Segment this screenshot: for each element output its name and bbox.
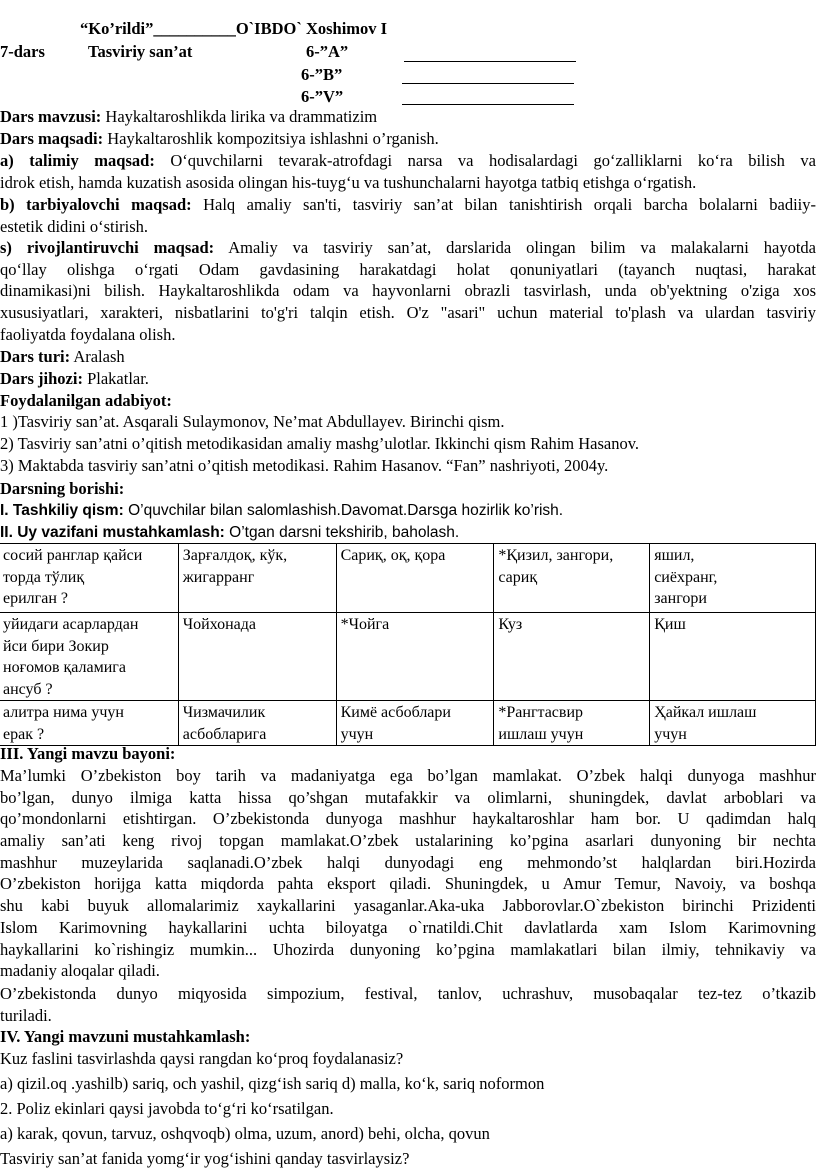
- lesson-goal-label: Dars maqsadi:: [0, 129, 104, 148]
- question-cell: сосий ранглар қайси торда тўлиқ ерилган ?: [0, 544, 178, 613]
- educational-goal-line: idrok etish, hamda kuzatish asosida olingan his-tuyg‘u va tushunchalarni hayotga tatbiq etishga o‘rgatish.: [0, 172, 697, 192]
- paragraph-line: madaniy aloqalar qiladi.: [0, 961, 160, 981]
- events-paragraph: [0, 983, 816, 1026]
- developmental-goal-line: qo‘llay olishga o‘rgati Odam gavdasining harakatdagi holat qonuniyatlari (tayanch nuqtasi, harakat: [0, 259, 816, 279]
- step-homework-label: II. Uy vazifani mustahkamlash:: [0, 524, 225, 541]
- answer-cell: Кимё асбоблари учун: [336, 701, 494, 746]
- answer-cell: *Чойга: [336, 613, 494, 701]
- answer-cell: Зарғалдоқ, кўк, жигарранг: [178, 544, 336, 613]
- step-organization-label: I. Tashkiliy qism:: [0, 502, 124, 519]
- lesson-type: [0, 346, 125, 368]
- developmental-goal-line: dinamikasi)ni bilish. Haykaltaroshlikda odam va hayvonlarni obrazli tasvirlash, unda ob'yektning o'ziga xos: [0, 281, 816, 301]
- answer-cell: *Рангтасвир ишлаш учун: [494, 701, 650, 746]
- paragraph-line: mashhur muzeylarida saqlanadi.O’zbek halqi dunyodagi eng mehmondo’st halqlardan biri.Hozirda: [0, 852, 816, 872]
- developmental-goal-label: s) rivojlantiruvchi maqsad:: [0, 238, 215, 257]
- lesson-topic: [0, 106, 377, 128]
- developmental-goal-line: Amaliy va tasviriy san’at, darslarida olingan bilim va malakalarni hayotda: [214, 238, 816, 257]
- answer-cell: Чизмачилик асбобларига: [178, 701, 336, 746]
- lesson-topic-label: Dars mavzusi:: [0, 107, 102, 126]
- answer-cell: Ҳайкал ишлаш учун: [650, 701, 816, 746]
- answer-cell: *Қизил, зангори, сариқ: [494, 544, 650, 613]
- educational-goal-label: a) talimiy maqsad:: [0, 151, 155, 170]
- table-row: [0, 701, 816, 746]
- lesson-topic-text: Haykaltaroshlikda lirika va drammatizim: [101, 107, 378, 126]
- new-topic-title: III. Yangi mavzu bayoni:: [0, 744, 176, 763]
- answer-options-line: a) karak, qovun, tarvuz, oshqvoqb) olma, uzum, anord) behi, olcha, qovun: [0, 1124, 490, 1143]
- step-homework-text: O’tgan darsni tekshirib, baholash.: [224, 524, 460, 541]
- signature-line-b: [402, 83, 574, 84]
- subject-name: Tasviriy san’at: [88, 42, 193, 61]
- answer-cell: Куз: [494, 613, 650, 701]
- educational-goal-line: O‘quvchilarni tevarak-atrofdagi narsa va hodisalardagi go‘zalliklarni ko‘ra bilish va: [154, 151, 816, 170]
- educational-goal: [0, 150, 816, 193]
- lesson-goal-text: Haykaltaroshlik kompozitsiya ishlashni o’rganish.: [103, 129, 439, 148]
- lesson-equipment: [0, 368, 149, 390]
- developmental-goal-line: faoliyatda foydalana olish.: [0, 324, 176, 344]
- question-line: Kuz faslini tasvirlashda qaysi rangdan ko‘proq foydalanasiz?: [0, 1049, 404, 1068]
- class-label-b: 6-”B”: [301, 65, 343, 84]
- question-line: Tasviriy san’at fanida yomg‘ir yog‘ishini qanday tasvirlaysiz?: [0, 1149, 410, 1168]
- question-cell: уйидаги асарлардан йси бири Зокир ноғомов қаламига ансуб ?: [0, 613, 178, 701]
- question-cell: алитра нима учун ерак ?: [0, 701, 178, 746]
- paragraph-line: O’zbekiston horijga katta miqdorda pahta eksport qiladi. Shuningdek, u Amur Temur, Navoiy, va boshqa: [0, 874, 816, 894]
- paragraph-line: amaliy san’ati keng rivoj topgan mamlakat.O’zbek ustalarining ko’pgina asarlari dunyoning bir nechta: [0, 831, 816, 851]
- approval-line: “Ko’rildi”__________O`IBDO` Xoshimov I: [80, 19, 388, 38]
- signature-line-v: [402, 104, 574, 105]
- lesson-progress-title: Darsning borishi:: [0, 479, 125, 498]
- step-organization-text: O’quvchilar bilan salomlashish.Davomat.Darsga hozirlik ko’rish.: [123, 502, 564, 519]
- paragraph-line: turiladi.: [0, 1005, 52, 1025]
- lesson-equipment-text: Plakatlar.: [82, 369, 149, 388]
- paragraph-line: qo’mondonlarni etishtirgan. O’zbekistonda dunyoga mashhur haykaltaroshlar ham bor. U qadimdan halq: [0, 809, 816, 829]
- reinforcement-title: IV. Yangi mavzuni mustahkamlash:: [0, 1027, 251, 1046]
- paragraph-line: Islom Karimovning haykallarini uchta biloyatga o`rnatildi.Chit davlatlarda xam Islom Karimovning: [0, 917, 816, 937]
- table-row: [0, 613, 816, 701]
- literature-item: 3) Maktabda tasviriy san’atni o’qitish metodikasi. Rahim Hasanov. “Fan” nashriyoti, 2004y.: [0, 456, 609, 475]
- class-label-a: 6-”A”: [306, 42, 349, 61]
- paragraph-line: haykallarini ko`rishingiz mumkin... Uhozirda dunyoning ko’pgina mamlakatlari bilan ilmiy, tehnikaviy va: [0, 939, 816, 959]
- answer-cell: яшил, сиёхранг, зангори: [650, 544, 816, 613]
- lesson-number: 7-dars: [0, 42, 45, 61]
- step-homework: [0, 522, 459, 544]
- upbringing-goal-line: Halq amaliy san'ti, tasviriy san’at bilan tanishtirish orqali barcha bolalarni badiiy-: [191, 195, 816, 214]
- answer-cell: Сариқ, оқ, қора: [336, 544, 494, 613]
- new-topic-paragraph: [0, 765, 816, 982]
- upbringing-goal-line: estetik didini o‘stirish.: [0, 216, 149, 236]
- lesson-goal: [0, 128, 439, 150]
- lesson-type-text: Aralash: [70, 347, 125, 366]
- paragraph-line: O’zbekistonda dunyo miqyosida simpozium, festival, tanlov, uchrashuv, musobaqalar tez-tez o’tkazib: [0, 984, 816, 1003]
- paragraph-line: shu kabi buyuk allomalarimiz xaykallarini yasaganlar.Aka-uka Jabborovlar.O`zbekiston birinchi Prizidenti: [0, 896, 816, 916]
- developmental-goal: [0, 237, 816, 345]
- class-label-v: 6-”V”: [301, 87, 344, 106]
- answer-cell: Қиш: [650, 613, 816, 701]
- table-row: [0, 544, 816, 613]
- step-organization: [0, 500, 563, 522]
- question-line: 2. Poliz ekinlari qaysi javobda to‘g‘ri ko‘rsatilgan.: [0, 1099, 334, 1118]
- developmental-goal-line: xususiyatlari, xarakteri, nisbatlarini to'g'ri talqin etish. O'z "asari" uchun material to'plash va ulardan tasviriy: [0, 303, 816, 323]
- paragraph-line: bo’lgan, dunyo ilmiga katta hissa qo’shgan mutafakkir va olimlarni, shuningdek, davlat arboblari va: [0, 787, 816, 807]
- literature-title: Foydalanilgan adabiyot:: [0, 391, 172, 410]
- paragraph-line: Ma’lumki O’zbekiston boy tarih va madaniyatga ega bo’lgan mamlakat. O’zbek halqi dunyoga mashhur: [0, 766, 816, 785]
- answer-cell: Чойхонада: [178, 613, 336, 701]
- literature-item: 2) Tasviriy san’atni o’qitish metodikasidan amaliy mashg’ulotlar. Ikkinchi qism Rahim Hasanov.: [0, 434, 640, 453]
- answer-options-line: a) qizil.oq .yashilb) sariq, och yashil, qizg‘ish sariq d) malla, ko‘k, sariq noformon: [0, 1074, 545, 1093]
- signature-line-a: [404, 61, 576, 62]
- upbringing-goal: [0, 194, 816, 237]
- lesson-type-label: Dars turi:: [0, 347, 71, 366]
- upbringing-goal-label: b) tarbiyalovchi maqsad:: [0, 195, 192, 214]
- quiz-table: [0, 543, 816, 746]
- literature-item: 1 )Tasviriy san’at. Asqarali Sulaymonov, Ne’mat Abdullayev. Birinchi qism.: [0, 412, 505, 431]
- lesson-equipment-label: Dars jihozi:: [0, 369, 83, 388]
